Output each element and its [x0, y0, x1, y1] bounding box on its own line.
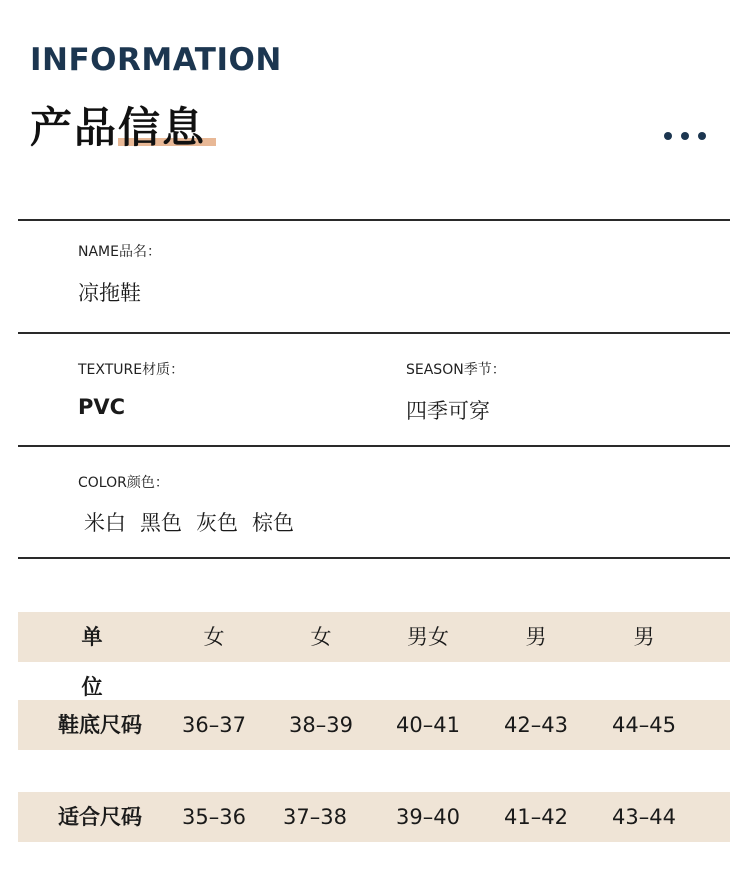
size-cell: 35–36 — [182, 805, 246, 829]
dot — [664, 132, 672, 140]
size-cell: 40–41 — [396, 713, 460, 737]
divider — [18, 332, 730, 334]
row-header: 适合尺码 — [58, 805, 142, 829]
color-values — [84, 507, 294, 537]
color-label: COLOR颜色： — [78, 475, 169, 491]
dot — [681, 132, 689, 140]
season-label: SEASON季节： — [406, 362, 506, 378]
size-row-unit — [18, 612, 730, 699]
size-cell: 42–43 — [504, 713, 568, 737]
season-value: 四季可穿 — [406, 399, 490, 423]
size-cell: 37–38 — [283, 805, 347, 829]
divider — [18, 557, 730, 559]
page-title: 产品信息 — [30, 103, 207, 152]
color-option: 米白 — [84, 511, 126, 535]
size-cell: 男女 — [407, 625, 449, 649]
name-value: 凉拖鞋 — [78, 281, 141, 305]
size-cell: 女 — [203, 625, 225, 649]
info-heading: INFORMATION — [30, 42, 282, 78]
texture-value: PVC — [78, 395, 126, 419]
color-option: 棕色 — [252, 511, 294, 535]
size-cell: 男 — [525, 625, 547, 649]
size-row-fit — [18, 792, 730, 842]
divider — [18, 219, 730, 221]
divider — [18, 445, 730, 447]
size-cell: 男 — [633, 625, 655, 649]
size-cell: 43–44 — [612, 805, 676, 829]
color-option: 黑色 — [140, 511, 182, 535]
color-option: 灰色 — [196, 511, 238, 535]
size-cell: 39–40 — [396, 805, 460, 829]
size-cell: 44–45 — [612, 713, 676, 737]
row-header: 单 位 — [81, 625, 125, 699]
size-row-sole — [18, 700, 730, 750]
size-cell: 36–37 — [182, 713, 246, 737]
size-cell: 38–39 — [289, 713, 353, 737]
size-cell: 41–42 — [504, 805, 568, 829]
size-cell: 女 — [310, 625, 332, 649]
name-label: NAME品名： — [78, 244, 161, 260]
dot — [698, 132, 706, 140]
texture-label: TEXTURE材质： — [78, 362, 185, 378]
row-header: 鞋底尺码 — [58, 713, 142, 737]
more-dots-icon — [664, 132, 706, 140]
